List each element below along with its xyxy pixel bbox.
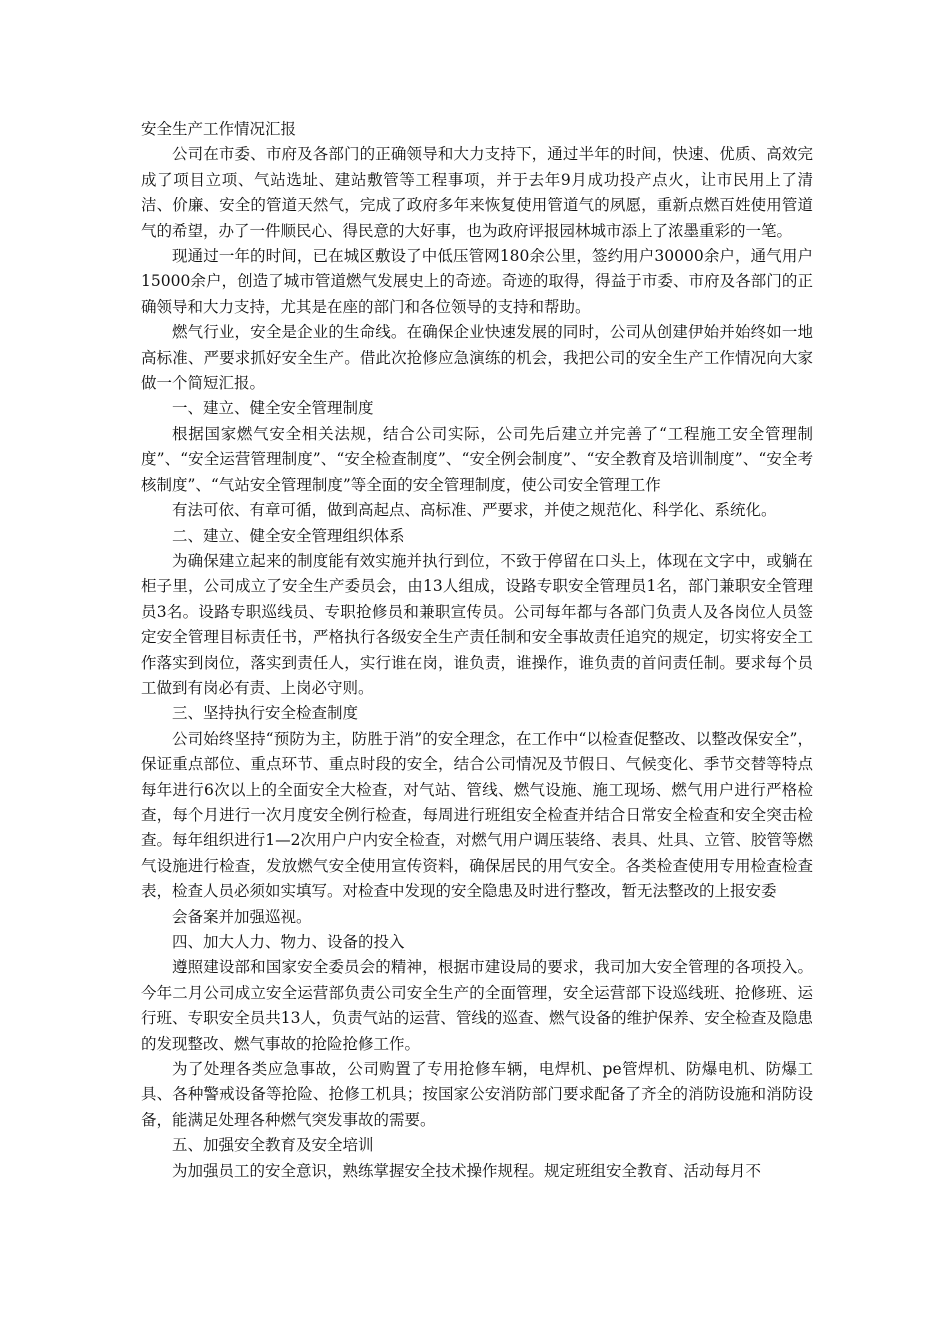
section-heading-5: 五、加强安全教育及安全培训 [172,1136,374,1155]
paragraph-intro: 公司在市委、市府及各部门的正确领导和大力支持下，通过半年的时间，快速、优质、高效完成了项目立项、气站选址、建站敷管等工程事项，并于去年9月成功投产点火，让市民用上了清洁、价廉、安全的管道天然气，完成了政府多年来恢复使用管道气的夙愿，重新点燃百姓使用管道气的希望，办了一件顺民心、得民意的大好事，也为政府评报园林城市添上了浓墨重彩的一笔。 [141,145,813,240]
paragraph-section-3-cont: 会备案并加强巡视。 [172,907,312,926]
document-title: 安全生产工作情况汇报 [141,120,297,138]
section-heading-4: 四、加大人力、物力、设备的投入 [172,933,405,951]
paragraph-section-3: 公司始终坚持“预防为主，防胜于消”的安全理念，在工作中“以检查促整改、以整改保安全”，保证重点部位、重点环节、重点时段的安全，结合公司情况及节假日、气候变化、季节交替等特点每年进行6次以上的全面安全大检查，对气站、管线、燃气设施、施工现场、燃气用户进行严格检查，每个月进行一次月度安全例行检查，每周进行班组安全检查并结合日常安全检查和安全突击检查。每年组织进行1—2次用户户内安全检查，对燃气用户调压装络、表具、灶具、立管、胶管等燃气设施进行检查，发放燃气安全使用宣传资料，确保居民的用气安全。各类检查使用专用检查检查表，检查人员必须如实填写。对检查中发现的安全隐患及时进行整改，暂无法整改的上报安委 [141,729,813,901]
document-body [141,117,813,1184]
paragraph-section-1: 根据国家燃气安全相关法规，结合公司实际，公司先后建立并完善了“工程施工安全管理制度”、“安全运营管理制度”、“安全检查制度”、“安全例会制度”、“安全教育及培训制度”、“安全考核制度”、“气站安全管理制度”等全面的安全管理制度，使公司安全管理工作 [141,424,813,494]
paragraph-section-4-equipment: 为了处理各类应急事故，公司购置了专用抢修车辆，电焊机、pe管焊机、防爆电机、防爆工具、各种警戒设备等抢险、抢修工机具；按国家公安消防部门要求配备了齐全的消防设施和消防设备，能满足处理各种燃气突发事故的需要。 [141,1060,813,1129]
paragraph-safety-lifeline: 燃气行业，安全是企业的生命线。在确保企业快速发展的同时，公司从创建伊始并始终如一地高标准、严要求抓好安全生产。借此次抢修应急演练的机会，我把公司的安全生产工作情况向大家做一个简短汇报。 [141,323,813,393]
paragraph-achievements: 现通过一年的时间，已在城区敷设了中低压管网180余公里，签约用户30000余户，通气用户15000余户，创造了城市管道燃气发展史上的奇迹。奇迹的取得，得益于市委、市府及各部门的正确领导和大力支持，尤其是在座的部门和各位领导的支持和帮助。 [141,247,813,316]
paragraph-section-5: 为加强员工的安全意识，熟练掌握安全技术操作规程。规定班组安全教育、活动每月不 [172,1161,762,1180]
paragraph-section-1-cont: 有法可依、有章可循，做到高起点、高标准、严要求，并使之规范化、科学化、系统化。 [172,501,777,520]
section-heading-1: 一、建立、健全安全管理制度 [172,399,374,418]
section-heading-2: 二、建立、健全安全管理组织体系 [172,526,405,545]
paragraph-section-4: 遵照建设部和国家安全委员会的精神，根据市建设局的要求，我司加大安全管理的各项投入。今年二月公司成立安全运营部负责公司安全生产的全面管理，安全运营部下设巡线班、抢修班、运行班、专职安全员共13人，负责气站的运营、管线的巡查、燃气设备的维护保养、安全检查及隐患的发现整改、燃气事故的抢险抢修工作。 [141,958,813,1053]
section-heading-3: 三、坚持执行安全检查制度 [172,704,359,723]
paragraph-section-2: 为确保建立起来的制度能有效实施并执行到位，不致于停留在口头上，体现在文字中，或躺在柜子里，公司成立了安全生产委员会，由13人组成，设路专职安全管理员1名，部门兼职安全管理员3名。设路专职巡线员、专职抢修员和兼职宣传员。公司每年都与各部门负责人及各岗位人员签定安全管理目标责任书，严格执行各级安全生产责任制和安全事故责任追究的规定，切实将安全工作落实到岗位，落实到责任人，实行谁在岗，谁负责，谁操作，谁负责的首问责任制。要求每个员工做到有岗必有责、上岗必守则。 [141,551,813,697]
